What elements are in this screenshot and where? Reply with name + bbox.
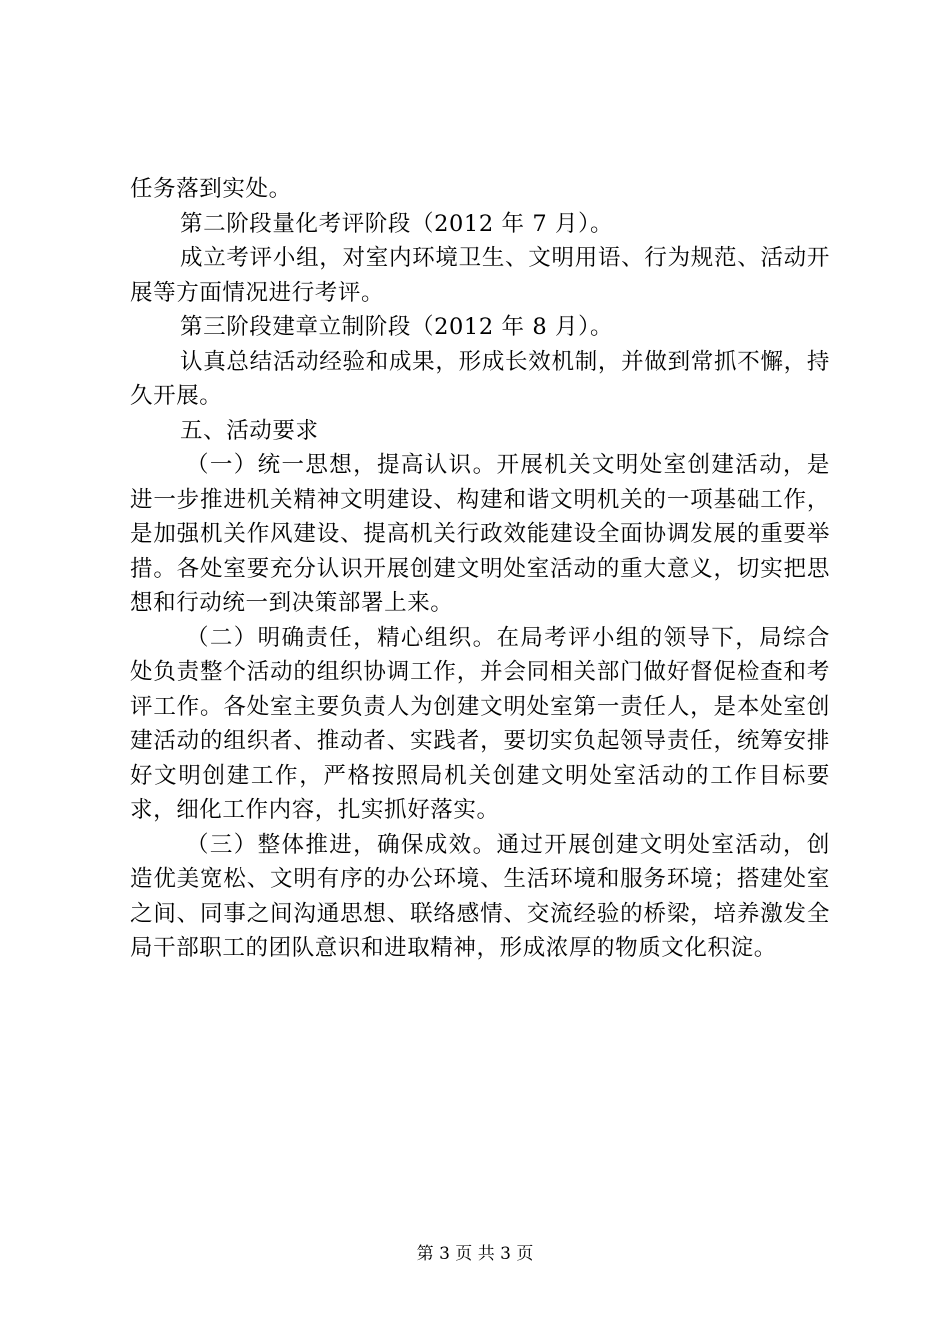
paragraph-continuation: 任务落到实处。	[130, 176, 292, 202]
paragraph-stage-two-body: 成立考评小组，对室内环境卫生、文明用语、行为规范、活动开展等方面情况进行考评。	[130, 245, 830, 306]
paragraph-requirement-one: （一）统一思想，提高认识。开展机关文明处室创建活动，是进一步推进机关精神文明建设、构建和谐文明机关的一项基础工作，是加强机关作风建设、提高机关行政效能建设全面协调发展的重要举措。各处室要充分认识开展创建文明处室活动的重大意义，切实把思想和行动统一到决策部署上来。	[130, 452, 830, 616]
paragraph-stage-three-body: 认真总结活动经验和成果，形成长效机制，并做到常抓不懈，持久开展。	[130, 348, 830, 409]
section-heading-requirements: 五、活动要求	[180, 417, 319, 444]
page-number-footer: 第 3 页 共 3 页	[416, 1244, 534, 1264]
paragraph-stage-three-heading: 第三阶段建章立制阶段（2012 年 8 月）。	[180, 314, 614, 340]
paragraph-stage-two-heading: 第二阶段量化考评阶段（2012 年 7 月）。	[180, 210, 614, 237]
paragraph-requirement-two: （二）明确责任，精心组织。在局考评小组的领导下，局综合处负责整个活动的组织协调工作，并会同相关部门做好督促检查和考评工作。各处室主要负责人为创建文明处室第一责任人，是本处室创建活动的组织者、推动者、实践者，要切实负起领导责任，统筹安排好文明创建工作，严格按照局机关创建文明处室活动的工作目标要求，细化工作内容，扎实抓好落实。	[130, 624, 830, 823]
paragraph-requirement-three: （三）整体推进，确保成效。通过开展创建文明处室活动，创造优美宽松、文明有序的办公环境、生活环境和服务环境；搭建处室之间、同事之间沟通思想、联络感情、交流经验的桥梁，培养激发全局干部职工的团队意识和进取精神，形成浓厚的物质文化积淀。	[130, 831, 830, 961]
document-body	[130, 172, 830, 966]
